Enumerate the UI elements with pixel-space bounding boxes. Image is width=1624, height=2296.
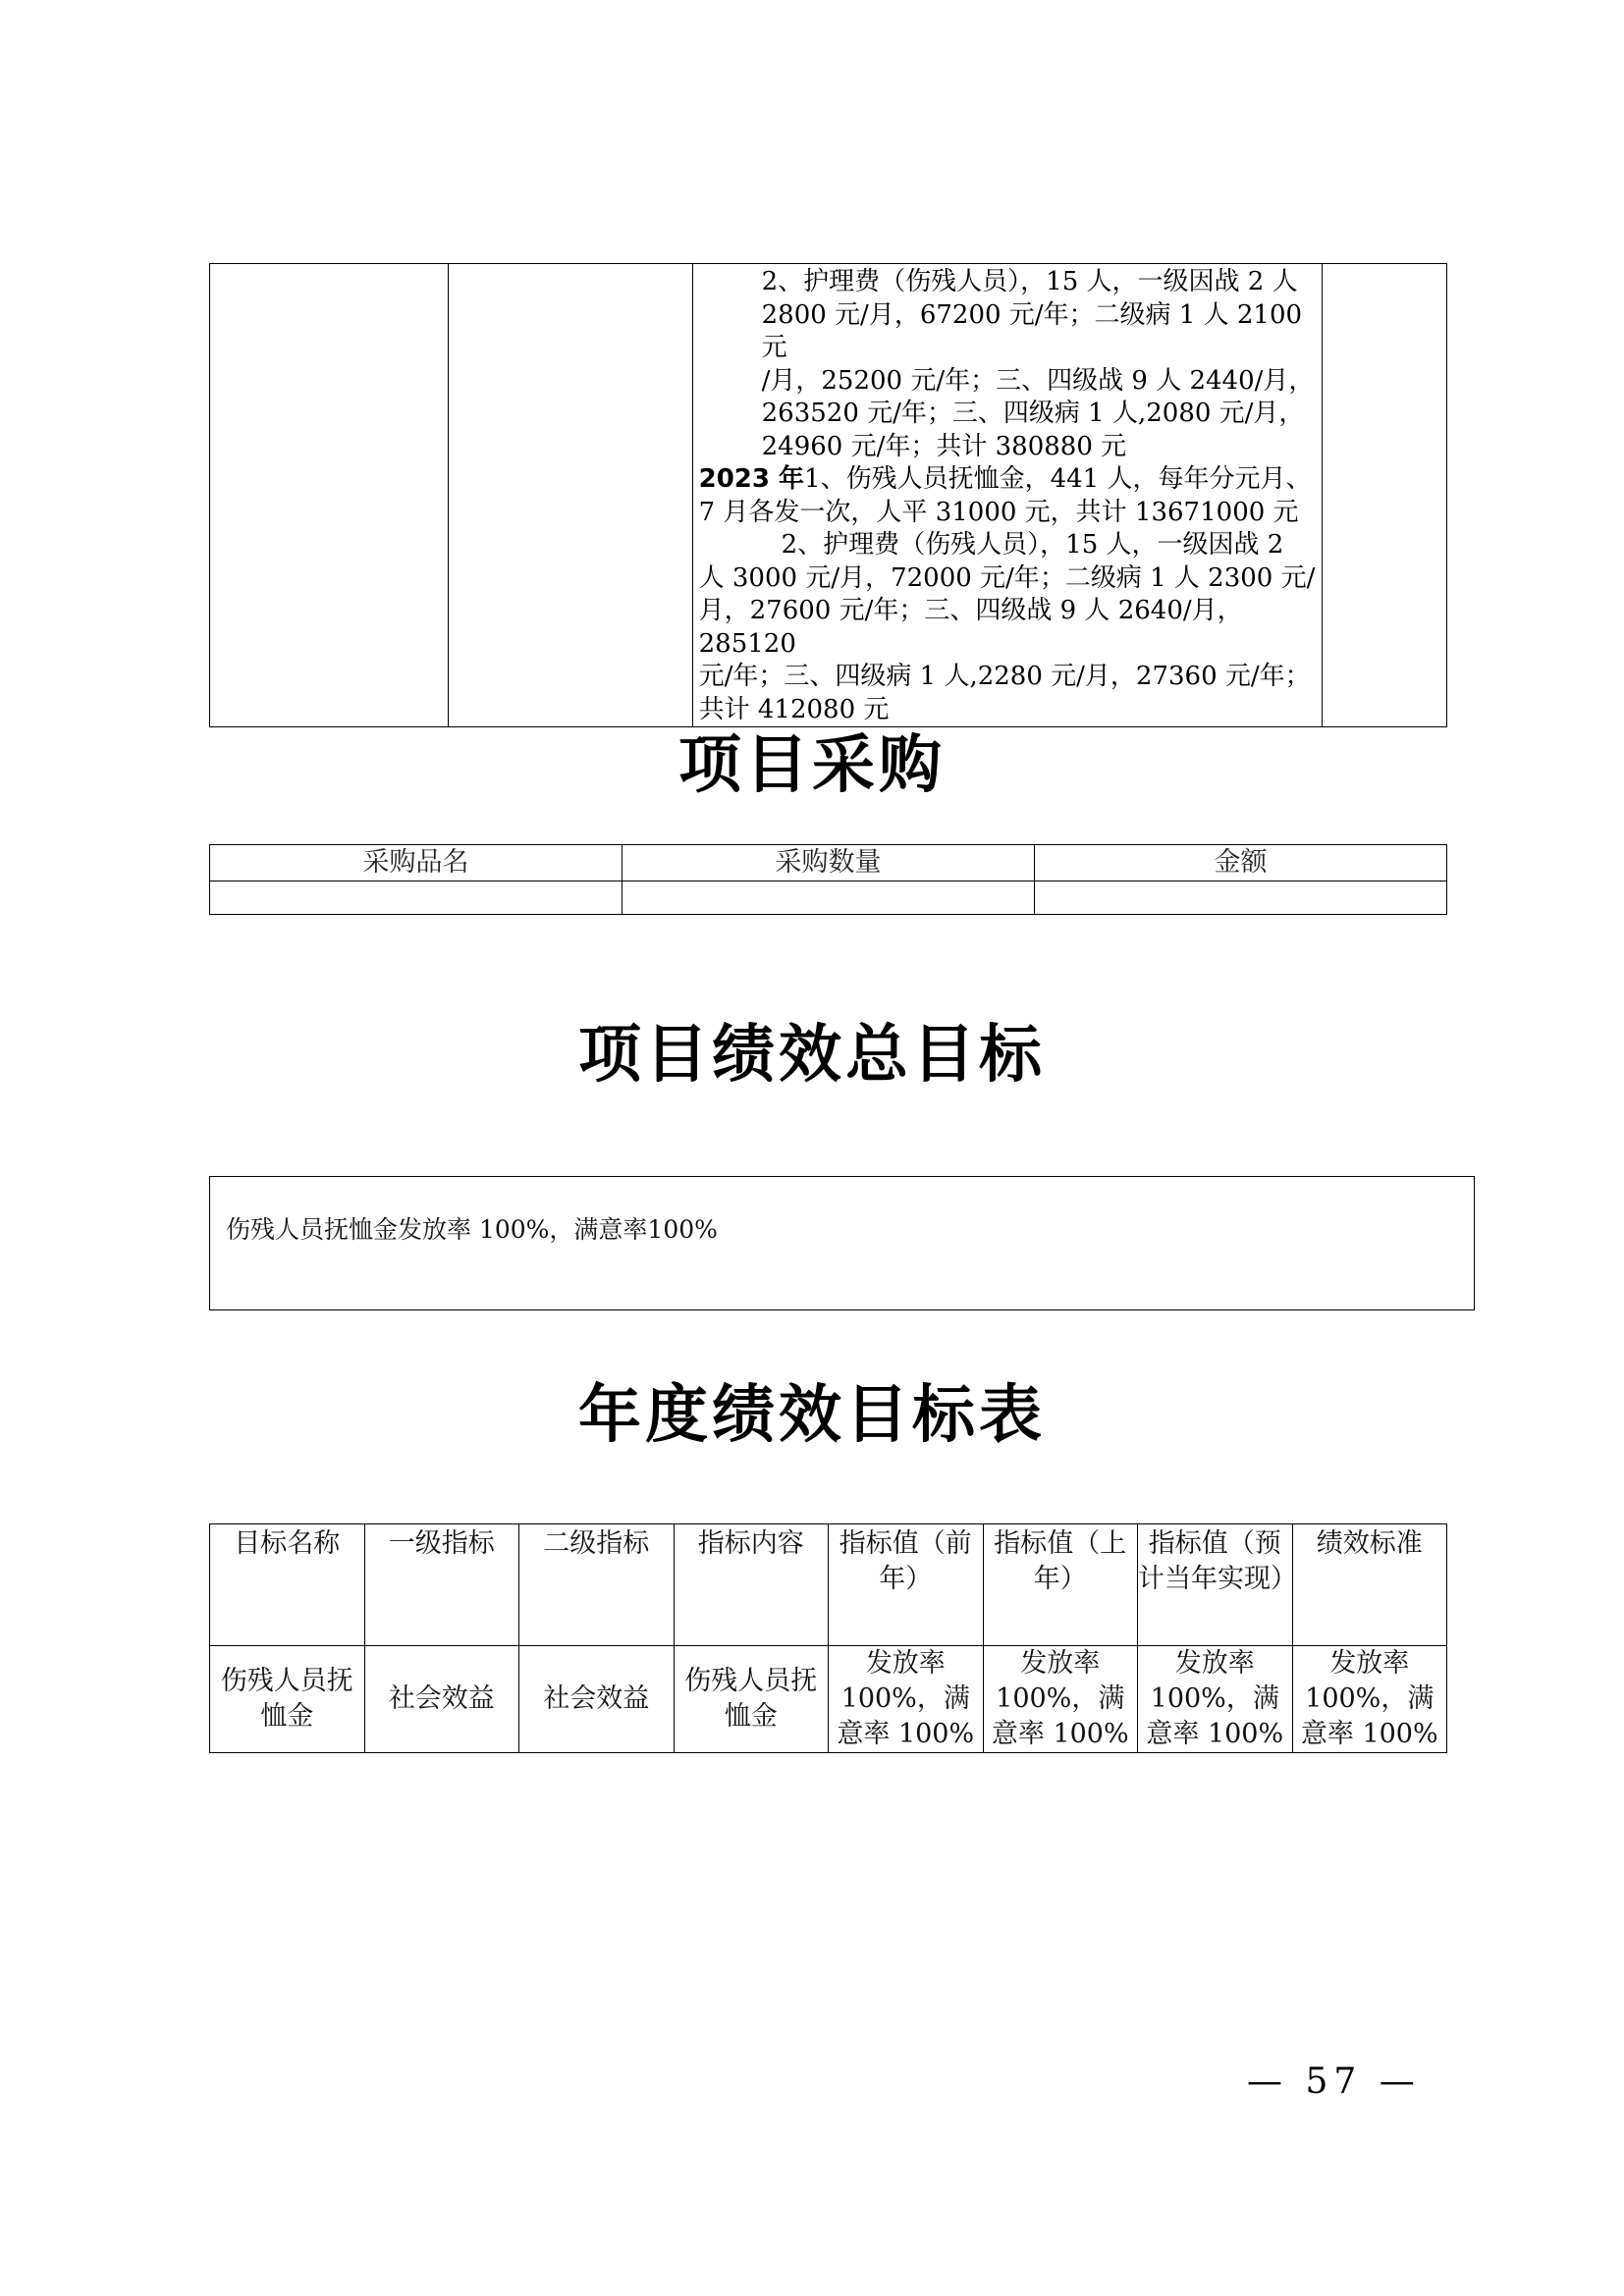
pension-2023-line: 7 月各发一次，人平 31000 元，共计 13671000 元 [698,497,1299,527]
annual-header-cell: 指标值（预计当年实现） [1138,1524,1293,1646]
empty-cell [449,264,692,727]
purchase-cell [1035,881,1447,915]
care-2022-line: 2800 元/月，67200 元/年；二级病 1 人 2100 元 [761,299,1303,362]
care-2023-line: 人 3000 元/月，72000 元/年；二级病 1 人 2300 元/ [698,562,1316,593]
empty-cell [1323,264,1447,727]
care-2022-line: 2、护理费（伤残人员），15 人，一级因战 2 人 [761,267,1298,296]
annual-header-cell: 二级指标 [519,1524,675,1646]
purchase-table [209,844,1447,915]
annual-data-cell: 发放率 100%，满意率 100% [829,1646,984,1753]
care-2023-line: 共计 412080 元 [698,694,890,724]
funding-detail-text [693,264,1323,726]
annual-header-cell: 绩效标准 [1292,1524,1447,1646]
purchase-header-quantity: 采购数量 [623,845,1035,881]
overall-goal-text: 伤残人员抚恤金发放率 100%，满意率100% [226,1215,718,1244]
purchase-header-amount: 金额 [1035,845,1447,881]
year-2023-label: 2023 年 [698,464,805,494]
purchase-cell [623,881,1035,915]
annual-header-cell: 指标值（前年） [829,1524,984,1646]
purchase-cell [210,881,623,915]
annual-data-cell: 发放率 100%，满意率 100% [1138,1646,1293,1753]
care-2022-line: 24960 元/年；共计 380880 元 [761,431,1127,461]
goal-section-title: 项目绩效总目标 [578,1019,1046,1092]
annual-data-cell: 社会效益 [519,1646,675,1753]
annual-header-cell: 目标名称 [210,1524,365,1646]
purchase-header-item: 采购品名 [210,845,623,881]
care-2022-line: 263520 元/年；三、四级病 1 人,2080 元/月， [761,399,1305,428]
funding-detail-cell [692,264,1323,727]
care-2023-line: 元/年；三、四级病 1 人,2280 元/月，27360 元/年； [698,662,1311,691]
year-2023-line [699,463,1317,497]
care-2022-line: /月，25200 元/年；三、四级战 9 人 2440/月， [761,365,1315,396]
funding-detail-table [209,263,1447,727]
annual-data-cell: 伤残人员抚恤金 [674,1646,829,1753]
care-2023-line: 月，27600 元/年；三、四级战 9 人 2640/月，285120 [698,596,1243,659]
annual-performance-table [209,1523,1447,1753]
annual-section-title: 年度绩效目标表 [578,1379,1046,1452]
annual-header-cell: 指标值（上年） [983,1524,1138,1646]
annual-data-cell: 发放率 100%，满意率 100% [983,1646,1138,1753]
page-number: — 57 — [1247,2061,1421,2102]
care-2023-line: 2、护理费（伤残人员），15 人，一级因战 2 [781,530,1284,560]
empty-cell [210,264,449,727]
pension-2023-text: 1、伤残人员抚恤金，441 人，每年分元月、 [804,464,1312,494]
annual-data-cell: 伤残人员抚恤金 [210,1646,365,1753]
annual-data-cell: 社会效益 [364,1646,519,1753]
purchase-section-title: 项目采购 [678,729,946,802]
annual-header-cell: 一级指标 [364,1524,519,1646]
overall-goal-box [209,1176,1475,1310]
annual-header-cell: 指标内容 [674,1524,829,1646]
annual-data-cell: 发放率 100%，满意率 100% [1292,1646,1447,1753]
